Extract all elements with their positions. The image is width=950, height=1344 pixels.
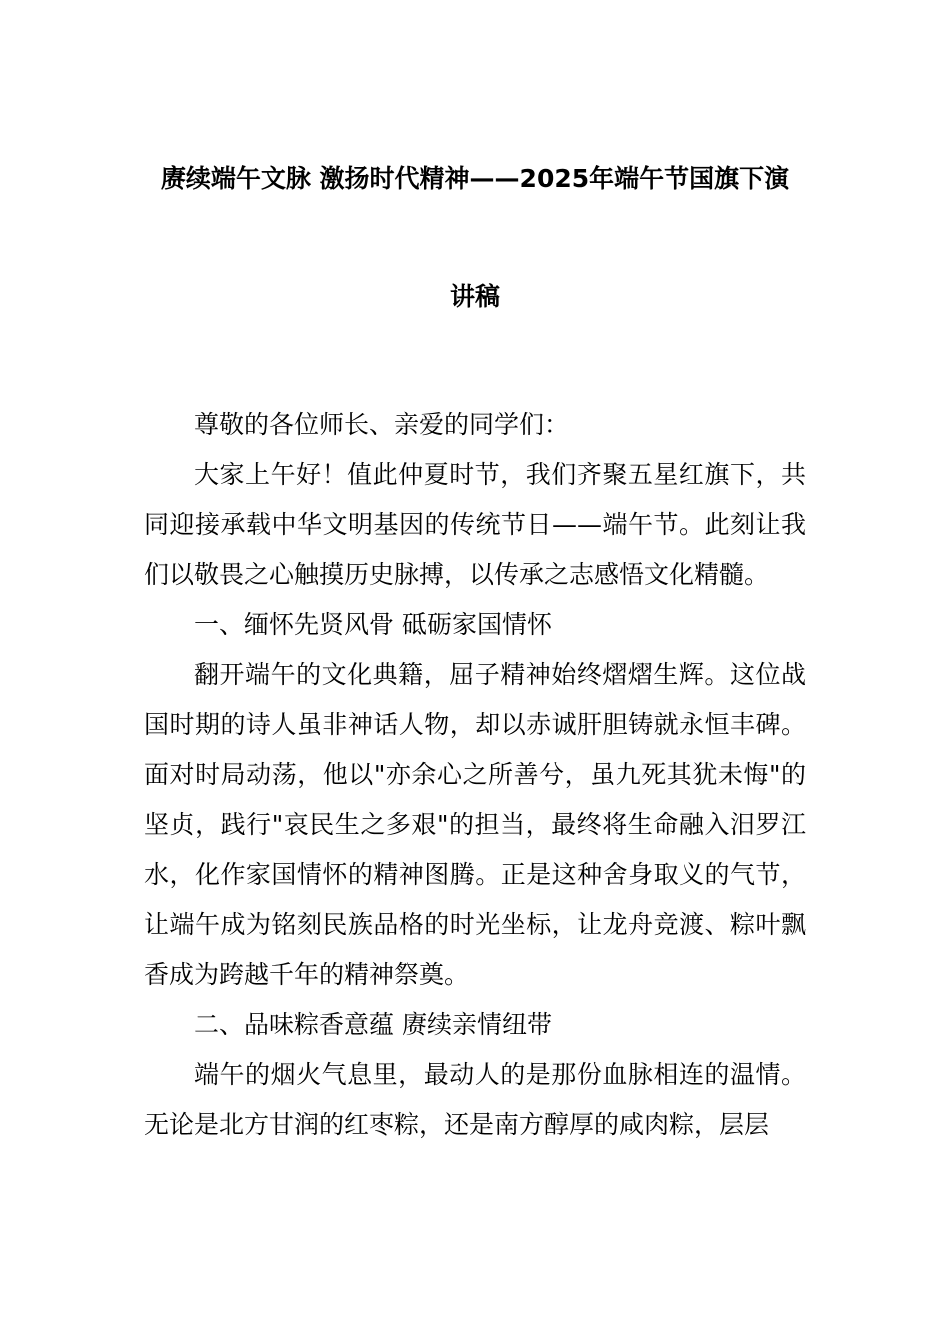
- section-2-paragraph: 端午的烟火气息里，最动人的是那份血脉相连的温情。无论是北方甘润的红枣粽，还是南方醇厚的咸肉粽，层层: [144, 1060, 806, 1139]
- section-1-paragraph: 翻开端午的文化典籍，屈子精神始终熠熠生辉。这位战国时期的诗人虽非神话人物，却以赤诚肝胆铸就永恒丰碑。面对时局动荡，他以"亦余心之所善兮，虽九死其犹未悔"的坚贞，践行"哀民生之多艰"的担当，最终将生命融入汨罗江水，化作家国情怀的精神图腾。正是这种舍身取义的气节，让端午成为铭刻民族品格的时光坐标，让龙舟竞渡、粽叶飘香成为跨越千年的精神祭奠。: [144, 660, 806, 989]
- section-heading-2: 二、品味粽香意蕴 赓续亲情纽带: [194, 1010, 552, 1039]
- section-heading-1: 一、缅怀先贤风骨 砥砺家国情怀: [194, 610, 552, 639]
- document-title-line-1: 赓续端午文脉 激扬时代精神——2025年端午节国旗下演: [160, 164, 790, 193]
- document-body: [144, 400, 806, 1150]
- document-title-line-2: 讲稿: [449, 282, 500, 311]
- salutation-paragraph: 尊敬的各位师长、亲爱的同学们：: [194, 410, 570, 439]
- opening-paragraph: 大家上午好！值此仲夏时节，我们齐聚五星红旗下，共同迎接承载中华文明基因的传统节日——端午节。此刻让我们以敬畏之心触摸历史脉搏，以传承之志感悟文化精髓。: [144, 460, 806, 589]
